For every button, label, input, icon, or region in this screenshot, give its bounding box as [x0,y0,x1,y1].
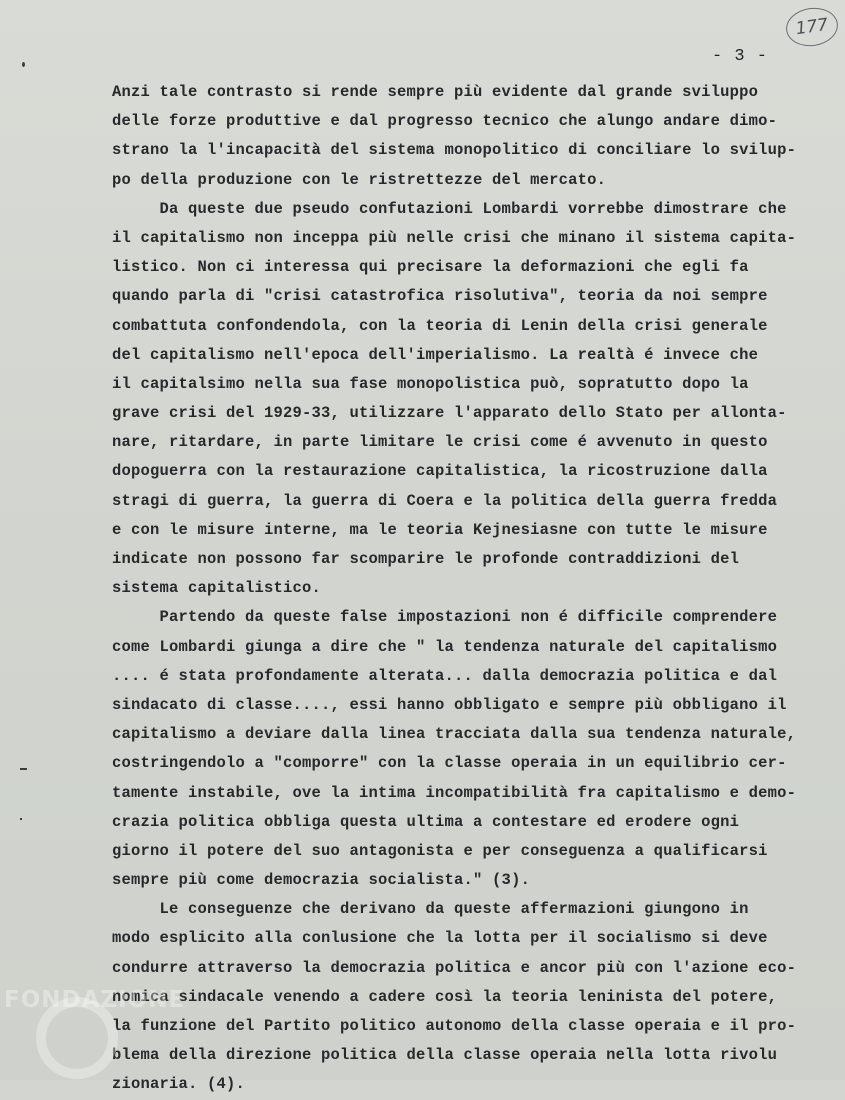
text-line: .... é stata profondamente alterata... dalla democrazia politica e dal [112,666,778,685]
page-number: - 3 - [712,47,769,66]
text-line: sempre più come democrazia socialista." (3). [112,871,531,890]
margin-mark [22,62,25,67]
watermark-text: FONDAZIONE [4,987,186,1013]
text-line: la funzione del Partito politico autonomo della classe operaia e il pro- [112,1017,797,1035]
text-line: quando parla di "crisi catastrofica risolutiva", teoria da noi sempre [112,287,768,306]
text-line: nomica sindacale venendo a cadere così la teoria leninista del potere, [112,987,778,1006]
text-line: modo esplicito alla conlusione che la lotta per il socialismo si deve [112,929,768,948]
text-line: strano la l'incapacità del sistema monopolitico di conciliare lo svilup- [112,141,797,160]
text-line: grave crisi del 1929-33, utilizzare l'apparato dello Stato per allonta- [112,404,787,423]
text-line: Le conseguenze che derivano da queste affermazioni giungono in [112,900,749,919]
margin-mark [20,768,27,770]
text-line: Da queste due pseudo confutazioni Lombardi vorrebbe dimostrare che [112,199,787,218]
text-line: il capitalsimo nella sua fase monopolistica può, sopratutto dopo la [112,374,749,393]
text-line: condurre attraverso la democrazia politica e ancor più con l'azione eco- [112,958,797,977]
margin-mark [20,818,22,820]
text-line: po della produzione con le ristrettezze del mercato. [112,170,607,189]
text-line: del capitalismo nell'epoca dell'imperialismo. La realtà é invece che [112,345,759,364]
archive-number-stamp: 177 [784,5,841,50]
text-line: combattuta confondendola, con la teoria di Lenin della crisi generale [112,316,768,335]
text-line: giorno il potere del suo antagonista e per conseguenza a qualificarsi [112,841,768,860]
text-line: stragi di guerra, la guerra di Coera e la politica della guerra fredda [112,491,778,510]
text-line: costringendolo a "comporre" con la classe operaia in un equilibrio cer- [112,754,787,773]
text-line: indicate non possono far scomparire le profonde contraddizioni del [112,550,740,568]
text-line: sindacato di classe...., essi hanno obbligato e sempre più obbligano il [112,695,787,714]
text-line: nare, ritardare, in parte limitare le crisi come é avvenuto in questo [112,433,768,452]
text-line: come Lombardi giunga a dire che " la tendenza naturale del capitalismo [112,637,778,656]
text-line: tamente instabile, ove la intima incompatibilità fra capitalismo e demo- [112,783,797,802]
text-line: Partendo da queste false impostazioni non é difficile comprendere [112,608,778,627]
text-line: capitalismo a deviare dalla linea tracciata dalla sua tendenza naturale, [112,725,797,744]
text-line: sistema capitalistico. [112,579,322,598]
text-line: dopoguerra con la restaurazione capitalistica, la ricostruzione dalla [112,462,768,481]
text-line: Anzi tale contrasto si rende sempre più evidente dal grande sviluppo [112,83,759,101]
text-line: e con le misure interne, ma le teoria Kejnesiasne con tutte le misure [112,520,768,539]
text-line: blema della direzione politica della classe operaia nella lotta rivolu [112,1046,778,1065]
text-line: crazia politica obbliga questa ultima a contestare ed erodere ogni [112,812,740,831]
watermark-logo-icon [36,997,118,1079]
text-line: zionaria. (4). [112,1075,246,1094]
text-line: listico. Non ci interessa qui precisare la deformazioni che egli fa [112,258,749,277]
typewritten-body [112,78,812,1100]
text-line: delle forze produttive e dal progresso tecnico che alungo andare dimo- [112,112,778,131]
text-line: il capitalismo non inceppa più nelle crisi che minano il sistema capita- [112,228,797,247]
